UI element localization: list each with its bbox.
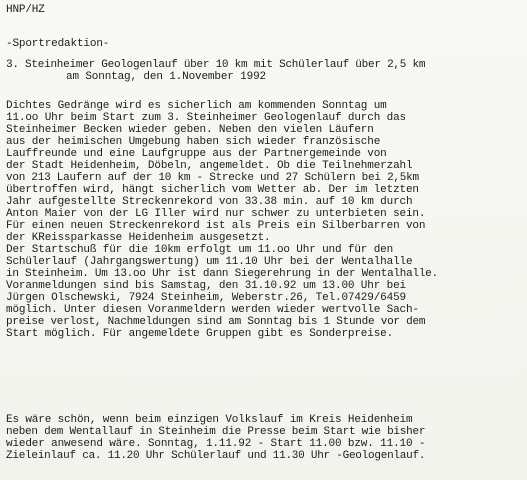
body-line: der KReissparkasse Heidenheim ausgesetzt. bbox=[6, 232, 271, 244]
body-line: Schülerlauf (Jahrgangswertung) um 11.10 Uhr bei der Wentalhalle bbox=[6, 256, 413, 268]
body-line: preise verlost, Nachmeldungen sind am Sonntag bis 1 Stunde vor dem bbox=[6, 316, 426, 328]
headline-line-1: 3. Steinheimer Geologenlauf über 10 km mit Schülerlauf über 2,5 km bbox=[6, 59, 426, 71]
body-line: Start möglich. Für angemeldete Gruppen gibt es Sonderpreise. bbox=[6, 328, 394, 340]
body-line: Steinheimer Becken wieder geben. Neben den vielen Läufern bbox=[6, 124, 374, 136]
body-line: möglich. Unter diesen Voranmeldern werden wieder wertvolle Sach- bbox=[6, 304, 419, 316]
body-line: Jürgen Olschewski, 7924 Steinheim, Weberstr.26, Tel.07429/6459 bbox=[6, 292, 406, 304]
body-line: aus der heimischen Umgebung haben sich wieder französische bbox=[6, 136, 381, 148]
body-line: Der Startschuß für die 10km erfolgt um 11.oo Uhr und für den bbox=[6, 244, 394, 256]
body-line: 11.oo Uhr beim Start zum 3. Steinheimer Geologenlauf durch das bbox=[6, 112, 406, 124]
department-label: -Sportredaktion- bbox=[6, 38, 110, 50]
document-code: HNP/HZ bbox=[6, 4, 45, 16]
body-line: übertroffen wird, hängt sicherlich vom Wetter ab. Der im letzten bbox=[6, 184, 419, 196]
body-line: Anton Maier von der LG Iller wird nur schwer zu unterbieten sein. bbox=[6, 208, 426, 220]
closing-line: wieder anwesend wäre. Sonntag, 1.11.92 - Start 11.00 bzw. 11.10 - bbox=[6, 438, 426, 450]
body-line: von 213 Laufern auf der 10 km - Strecke und 27 Schülern bei 2,5km bbox=[6, 172, 419, 184]
body-line: Lauffreunde und eine Laufgruppe aus der Partnergemeinde von bbox=[6, 148, 387, 160]
headline-line-2: am Sonntag, den 1.November 1992 bbox=[66, 71, 266, 83]
body-line: der Stadt Heidenheim, Döbeln, angemeldet. Ob die Teilnehmerzahl bbox=[6, 160, 413, 172]
closing-line: Es wäre schön, wenn beim einzigen Volkslauf im Kreis Heidenheim bbox=[6, 414, 413, 426]
body-line: in Steinheim. Um 13.oo Uhr ist dann Siegerehrung in der Wentalhalle. bbox=[6, 268, 438, 280]
closing-line: neben dem Wentallauf in Steinheim die Presse beim Start wie bisher bbox=[6, 426, 426, 438]
closing-line: Zieleinlauf ca. 11.20 Uhr Schülerlauf und 11.30 Uhr -Geologenlauf. bbox=[6, 450, 426, 462]
body-line: Dichtes Gedränge wird es sicherlich am kommenden Sonntag um bbox=[6, 100, 387, 112]
body-line: Für einen neuen Streckenrekord ist als Preis ein Silberbarren von bbox=[6, 220, 426, 232]
body-line: Voranmeldungen sind bis Samstag, den 31.10.92 um 13.00 Uhr bei bbox=[6, 280, 406, 292]
body-line: Jahr aufgestellte Streckenrekord von 33.38 min. auf 10 km durch bbox=[6, 196, 413, 208]
